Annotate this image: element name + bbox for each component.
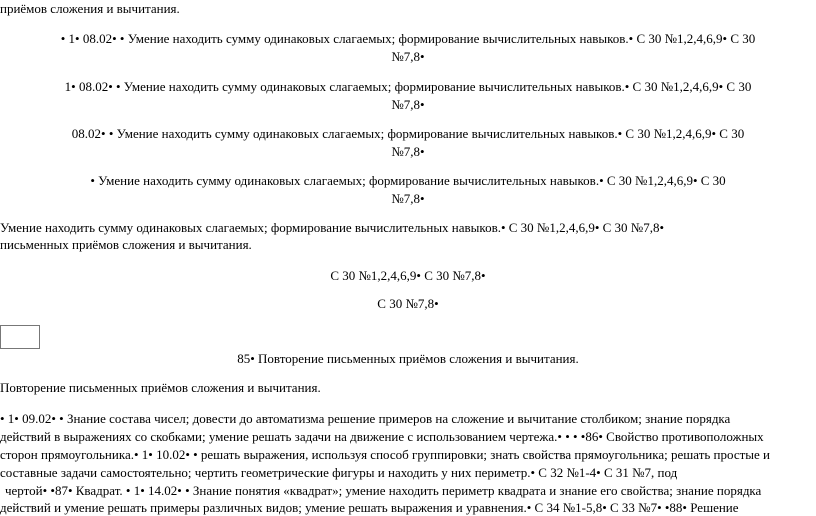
block2-line1: 1• 08.02• • Умение находить сумму одинаковых слагаемых; формирование вычислительных навыков.• С 30 №1,2,4,6,9• С 30 [64,79,752,94]
block1-line2: №7,8• [391,49,425,64]
text-repeat: Повторение письменных приёмов сложения и вычитания. [0,380,321,395]
para-line6: действий и умение решать примеры различных видов; умение решать выражения и уравнения.• С 34 №1-5,8• С 33 №7• •88• Решение [0,500,739,515]
text-line-top: приёмов сложения и вычитания. [0,1,180,16]
block3-line2: №7,8• [391,144,425,159]
para-line4: составные задачи самостоятельно; чертить геометрические фигуры и находить у них периметр.• С 32 №1-4• С 31 №7, под [0,465,678,480]
para-line3: сторон прямоугольника.• 1• 10.02• • решать выражения, используя способ группировки; знать свойства прямоугольника; решать простые и [0,447,770,462]
block5-line2: письменных приёмов сложения и вычитания. [0,237,252,252]
block1-line1: • 1• 08.02• • Умение находить сумму одинаковых слагаемых; формирование вычислительных навыков.• С 30 №1,2,4,6,9• С 30 [60,31,756,46]
text-c30-a: С 30 №1,2,4,6,9• С 30 №7,8• [330,268,486,283]
block4-line1: • Умение находить сумму одинаковых слагаемых; формирование вычислительных навыков.• С 30 №1,2,4,6,9• С 30 [90,173,726,188]
para-line1: • 1• 09.02• • Знание состава чисел; довести до автоматизма решение примеров на сложение и вычитание столбиком; знание порядка [0,411,731,426]
block4-line2: №7,8• [391,191,425,206]
block5-line1: Умение находить сумму одинаковых слагаемых; формирование вычислительных навыков.• С 30 №1,2,4,6,9• С 30 №7,8• [0,220,665,235]
para-line2: действий в выражениях со скобками; умение решать задачи на движение с использованием чертежа.• • • •86• Свойство противоположных [0,429,764,444]
block3-line1: 08.02• • Умение находить сумму одинаковых слагаемых; формирование вычислительных навыков.• С 30 №1,2,4,6,9• С 30 [71,126,745,141]
text-c30-b: С 30 №7,8• [377,296,439,311]
block2-line2: №7,8• [391,97,425,112]
heading-85: 85• Повторение письменных приёмов сложения и вычитания. [237,351,579,366]
empty-box [0,325,40,349]
para-line5: чертой• •87• Квадрат. • 1• 14.02• • Знание понятия «квадрат»; умение находить периметр квадрата и знание его свойства; знание порядка [5,483,762,498]
